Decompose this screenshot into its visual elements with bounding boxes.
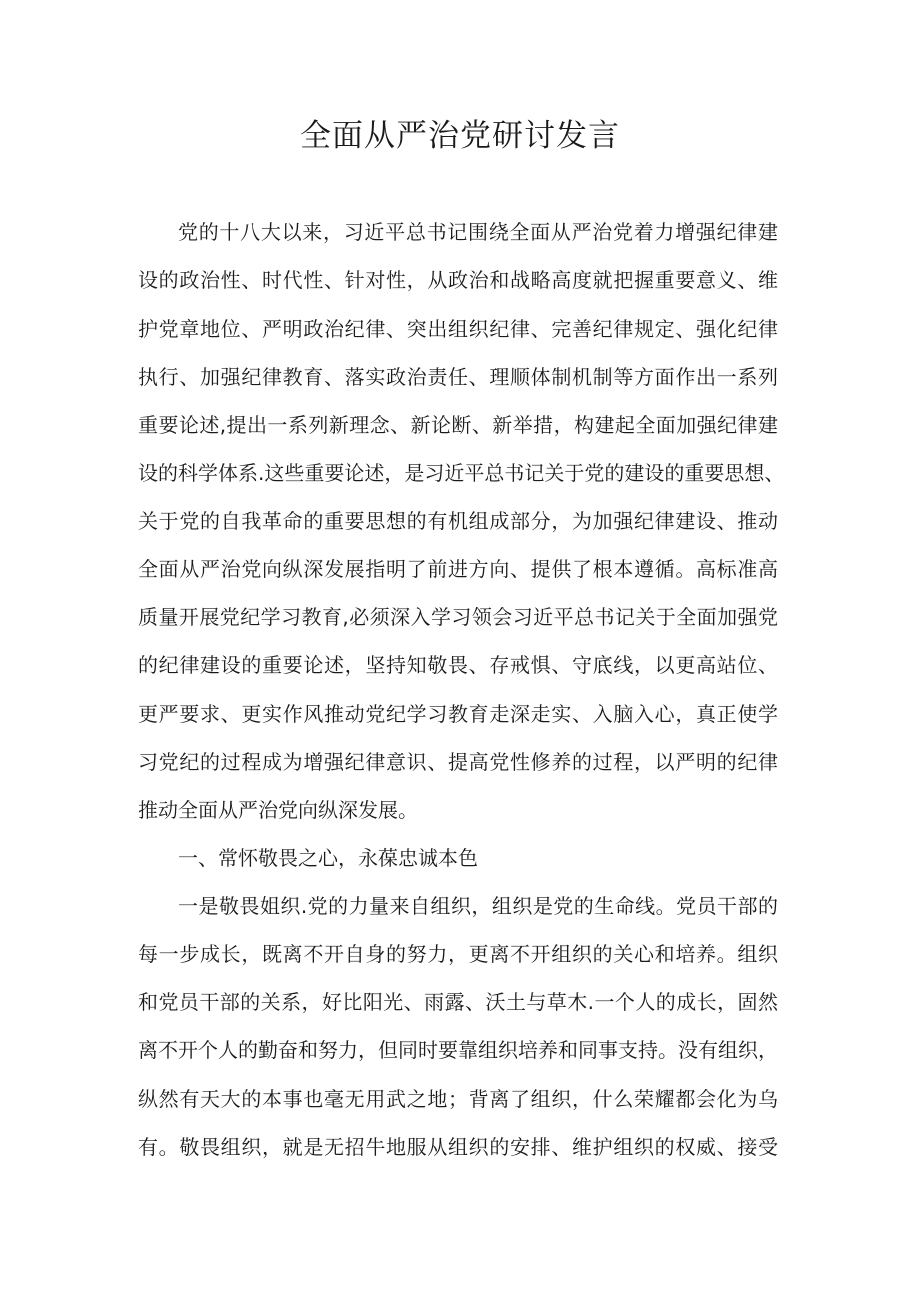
paragraph-line: 和党员干部的关系，好比阳光、雨露、沃土与草木.一个人的成长，固然 bbox=[138, 990, 778, 1014]
paragraph-line: 习党纪的过程成为增强纪律意识、提高党性修养的过程，以严明的纪律 bbox=[138, 750, 778, 774]
section-heading: 一、常怀敬畏之心，永葆忠诚本色 bbox=[178, 846, 478, 870]
paragraph-line: 有。敬畏组织，就是无招牛地服从组织的安排、维护组织的权威、接受 bbox=[138, 1135, 778, 1159]
paragraph-line: 设的政治性、时代性、针对性，从政治和战略高度就把握重要意义、维 bbox=[138, 268, 778, 292]
paragraph-line: 党的十八大以来，习近平总书记围绕全面从严治党着力增强纪律建 bbox=[178, 220, 778, 244]
page-title: 全面从严治党研讨发言 bbox=[300, 118, 620, 154]
paragraph-line: 全面从严治党向纵深发展指明了前进方向、提供了根本遵循。高标准高 bbox=[138, 557, 778, 581]
paragraph-line: 重要论述,提出一系列新理念、新论断、新举措，构建起全面加强纪律建 bbox=[138, 413, 778, 437]
paragraph-line: 一是敬畏姐织.党的力量来自组织，组织是党的生命线。党员干部的 bbox=[178, 894, 778, 918]
paragraph-line: 纵然有天大的本事也毫无用武之地；背离了组织，什么荣耀都会化为乌 bbox=[138, 1087, 778, 1111]
paragraph-line: 质量开展党纪学习教育,必须深入学习领会习近平总书记关于全面加强党 bbox=[138, 605, 778, 629]
paragraph-line: 更严要求、更实作风推动党纪学习教育走深走实、入脑入心，真正使学 bbox=[138, 702, 778, 726]
paragraph-line: 离不开个人的勤奋和努力，但同时要靠组织培养和同事支持。没有组织， bbox=[138, 1038, 778, 1062]
paragraph-line: 关于党的自我革命的重要思想的有机组成部分，为加强纪律建设、推动 bbox=[138, 509, 778, 533]
paragraph-line: 每一步成长，既离不开自身的努力，更离不开组织的关心和培养。组织 bbox=[138, 942, 778, 966]
paragraph-line: 护党章地位、严明政治纪律、突出组织纪律、完善纪律规定、强化纪律 bbox=[138, 317, 778, 341]
paragraph-line: 设的科学体系.这些重要论述，是习近平总书记关于党的建设的重要思想、 bbox=[138, 461, 785, 485]
paragraph-line: 执行、加强纪律教育、落实政治责任、理顺体制机制等方面作出一系列 bbox=[138, 365, 778, 389]
paragraph-line: 推动全面从严治党向纵深发展。 bbox=[138, 798, 418, 822]
paragraph-line: 的纪律建设的重要论述，坚持知敬畏、存戒惧、守底线，以更高站位、 bbox=[138, 653, 778, 677]
